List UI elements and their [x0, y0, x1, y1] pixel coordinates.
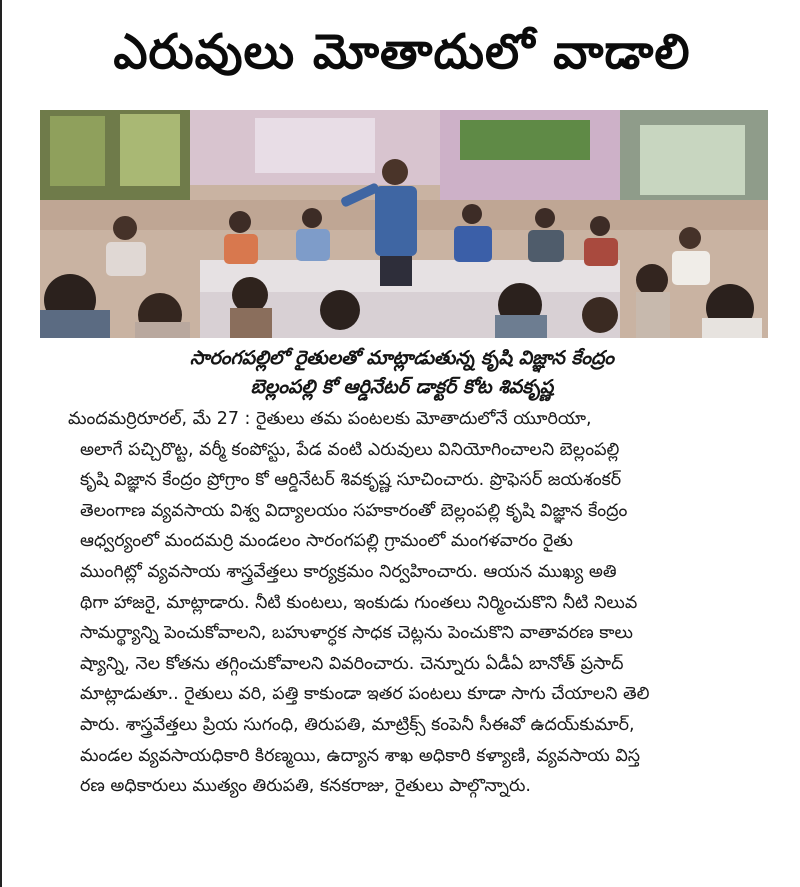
news-photo-illustration	[40, 110, 768, 338]
article-line: మాట్లాడుతూ.. రైతులు వరి, పత్తి కాకుండా ఇతర పంటలు కూడా సాగు చేయాలని తెలి	[80, 684, 650, 705]
article-line: మండల వ్యవసాయధికారి కిరణ్మయి, ఉద్యాన శాఖ అధికారి కళ్యాణి, వ్యవసాయ విస్త	[80, 745, 641, 766]
caption-line: బెల్లంపల్లి కో ఆర్డినేటర్ డాక్టర్ కోట శివకృష్ణ	[250, 376, 554, 398]
article-line: తెలంగాణ వ్యవసాయ విశ్వ విద్యాలయం సహకారంతో బెల్లంపల్లి కృషి విజ్ఞాన కేంద్రం	[80, 500, 628, 521]
news-photo	[40, 110, 768, 338]
caption-line: సారంగపల్లిలో రైతులతో మాట్లాడుతున్న కృషి విజ్ఞాన కేంద్రం	[190, 347, 614, 369]
photo-caption	[42, 344, 762, 402]
article-line: కృషి విజ్ఞాన కేంద్రం ప్రోగ్రాం కో ఆర్డినేటర్ శివకృష్ణ సూచించారు. ప్రొఫెసర్ జయశంకర్	[80, 470, 622, 491]
article-line: రణ అధికారులు ముత్యం తిరుపతి, కనకరాజు, రైతులు పాల్గొన్నారు.	[80, 776, 531, 797]
article-line: అలాగే పచ్చిరొట్ట, వర్మీ కంపోస్టు, పేడ వంటి ఎరువులు వినియోగించాలని బెల్లంపల్లి	[80, 439, 620, 460]
article-line: సామర్థ్యాన్ని పెంచుకోవాలని, బహుళార్ధక సాధక చెట్లను పెంచుకొని వాతావరణ కాలు	[80, 623, 633, 644]
article-line: ష్యాన్ని, నెల కోతను తగ్గించుకోవాలని వివరించారు. చెన్నూరు ఏడీఏ బానోత్ ప్రసాద్	[80, 653, 624, 674]
headline: ఎరువులు మోతాదులో వాడాలి	[113, 24, 691, 80]
article-line: ఆధ్వర్యంలో మందమర్రి మండలం సారంగపల్లి గ్రామంలో మంగళవారం రైతు	[80, 531, 573, 552]
article-line: థిగా హాజరై, మాట్లాడారు. నీటి కుంటలు, ఇంకుడు గుంతలు నిర్మించుకొని నీటి నిలువ	[80, 592, 638, 613]
article-body	[68, 404, 774, 802]
article-line: పారు. శాస్త్రవేత్తలు ప్రియ సుగంధి, తిరుపతి, మాట్రిక్స్ కంపెనీ సీఈవో ఉదయ్‌కుమార్,	[80, 714, 635, 735]
article-line: మందమర్రిరూరల్, మే 27 : రైతులు తమ పంటలకు మోతాదులోనే యూరియా,	[68, 409, 592, 429]
article-line: ముంగిట్లో వ్యవసాయ శాస్త్రవేత్తలు కార్యక్రమం నిర్వహించారు. ఆయన ముఖ్య అతి	[80, 561, 617, 582]
